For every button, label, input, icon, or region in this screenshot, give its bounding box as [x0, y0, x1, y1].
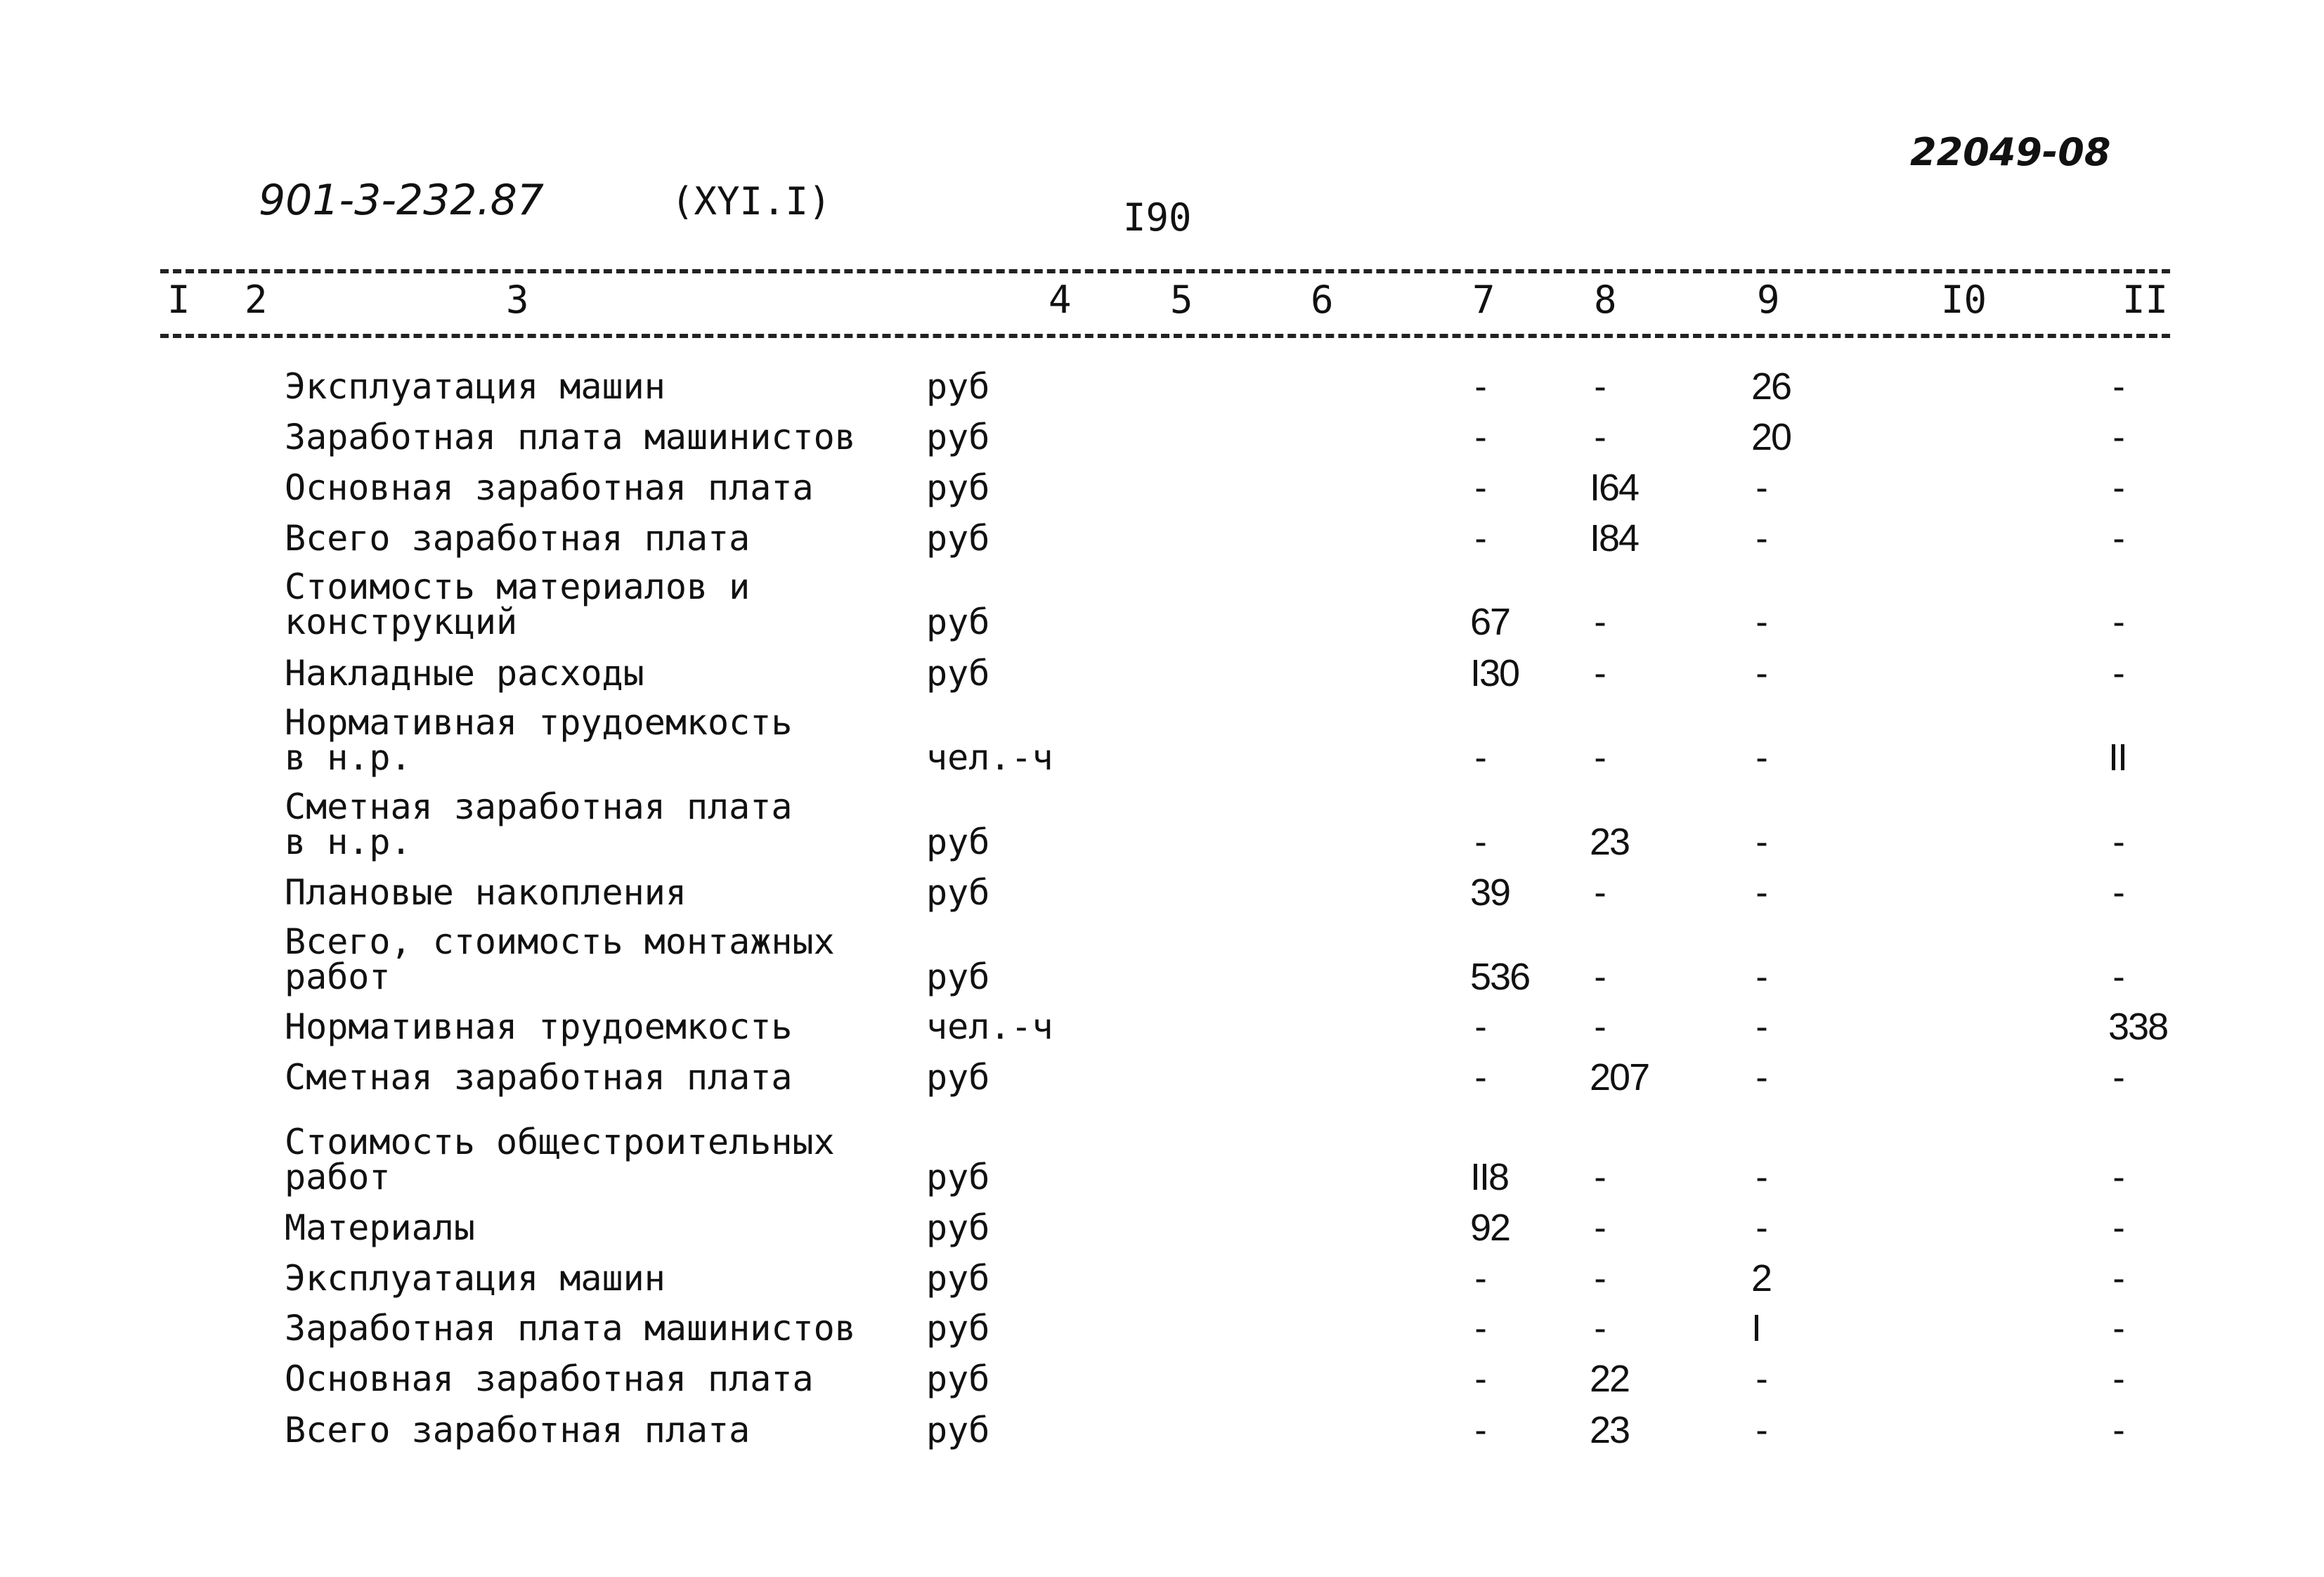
row-description: Эксплуатация машин: [285, 1258, 666, 1299]
column-header: 7: [1472, 278, 1495, 322]
cell-col-7: 67: [1470, 601, 1510, 643]
row-description: Накладные расходы: [285, 653, 644, 694]
cell-col-9: -: [1751, 1057, 1773, 1098]
cell-col-7: II8: [1470, 1156, 1509, 1198]
column-header: I: [167, 278, 190, 322]
cell-col-8: -: [1590, 417, 1611, 457]
row-unit: руб: [926, 1410, 990, 1451]
cell-col-11: -: [2108, 1410, 2130, 1451]
column-header: II: [2122, 278, 2169, 322]
cell-col-9: -: [1751, 467, 1773, 508]
cell-col-7: 536: [1470, 956, 1530, 998]
column-header: I0: [1941, 278, 1987, 322]
cell-col-7: -: [1470, 822, 1492, 862]
cell-col-8: -: [1590, 872, 1611, 913]
cell-col-9: -: [1751, 1006, 1773, 1047]
row-description: Стоимость материалов и: [285, 566, 751, 607]
cell-col-7: I30: [1470, 652, 1519, 694]
cell-col-8: 23: [1590, 1409, 1630, 1451]
column-header: 6: [1311, 278, 1334, 322]
cell-col-11: -: [2108, 518, 2130, 559]
cell-col-9: -: [1751, 872, 1773, 913]
row-description: Стоимость общестроительных: [285, 1122, 835, 1162]
cell-col-8: 23: [1590, 821, 1630, 863]
row-unit: руб: [926, 1157, 990, 1198]
cell-col-8: -: [1590, 737, 1611, 778]
cell-col-8: -: [1590, 1207, 1611, 1248]
row-description: Всего заработная плата: [285, 1410, 751, 1451]
row-unit: чел.-ч: [926, 1006, 1053, 1047]
section-code: (XYI.I): [671, 179, 831, 223]
cell-col-7: -: [1470, 518, 1492, 559]
cell-col-9: -: [1751, 602, 1773, 642]
column-header: 9: [1757, 278, 1780, 322]
cell-col-11: -: [2108, 1308, 2130, 1349]
archive-stamp: 22049-08: [1910, 130, 2111, 174]
cell-col-9: -: [1751, 653, 1773, 694]
row-description: в н.р.: [285, 822, 412, 862]
row-unit: руб: [926, 872, 990, 913]
row-unit: руб: [926, 417, 990, 457]
row-description: работ: [285, 956, 391, 997]
row-description: Всего, стоимость монтажных: [285, 921, 835, 962]
cell-col-7: -: [1470, 1057, 1492, 1098]
cell-col-8: I64: [1590, 467, 1639, 509]
row-unit: руб: [926, 1057, 990, 1098]
cell-col-11: -: [2108, 1157, 2130, 1198]
column-header: 2: [245, 278, 268, 322]
cell-col-8: -: [1590, 956, 1611, 997]
row-description: Заработная плата машинистов: [285, 1308, 856, 1349]
cell-col-11: -: [2108, 872, 2130, 913]
cell-col-11: -: [2108, 1057, 2130, 1098]
row-unit: руб: [926, 1308, 990, 1349]
row-unit: руб: [926, 1358, 990, 1399]
row-unit: руб: [926, 518, 990, 559]
cell-col-7: -: [1470, 737, 1492, 778]
page-number: I90: [1123, 195, 1192, 240]
header-bottom-rule: [160, 334, 2170, 338]
cell-col-7: -: [1470, 1006, 1492, 1047]
document-code: 901-3-232.87: [259, 176, 544, 225]
row-unit: руб: [926, 1258, 990, 1299]
cell-col-11: -: [2108, 956, 2130, 997]
column-header: 8: [1594, 278, 1617, 322]
cell-col-11: -: [2108, 1207, 2130, 1248]
column-header: 5: [1170, 278, 1193, 322]
cell-col-8: -: [1590, 366, 1611, 407]
row-unit: руб: [926, 653, 990, 694]
cell-col-7: -: [1470, 1358, 1492, 1399]
cell-col-9: -: [1751, 737, 1773, 778]
row-description: Сметная заработная плата: [285, 786, 793, 827]
cell-col-9: 2: [1751, 1257, 1772, 1299]
cell-col-7: -: [1470, 1308, 1492, 1349]
cell-col-9: 26: [1751, 365, 1791, 408]
header-top-rule: [160, 269, 2170, 273]
column-header: 4: [1049, 278, 1072, 322]
cell-col-7: -: [1470, 417, 1492, 457]
cell-col-9: I: [1751, 1307, 1761, 1349]
cell-col-11: -: [2108, 602, 2130, 642]
cell-col-8: -: [1590, 1157, 1611, 1198]
row-unit: руб: [926, 602, 990, 642]
cell-col-7: -: [1470, 366, 1492, 407]
row-description: работ: [285, 1157, 391, 1198]
column-header: 3: [506, 278, 529, 322]
row-description: Основная заработная плата: [285, 1358, 814, 1399]
cell-col-11: -: [2108, 653, 2130, 694]
cell-col-11: -: [2108, 417, 2130, 457]
row-description: Плановые накопления: [285, 872, 687, 913]
cell-col-9: -: [1751, 1207, 1773, 1248]
row-description: Эксплуатация машин: [285, 366, 666, 407]
cell-col-11: -: [2108, 1258, 2130, 1299]
row-description: Всего заработная плата: [285, 518, 751, 559]
cell-col-8: -: [1590, 1006, 1611, 1047]
cell-col-11: -: [2108, 1358, 2130, 1399]
cell-col-9: -: [1751, 1358, 1773, 1399]
cell-col-8: I84: [1590, 517, 1639, 559]
cell-col-11: -: [2108, 822, 2130, 862]
cell-col-9: -: [1751, 956, 1773, 997]
cell-col-11: 338: [2108, 1006, 2168, 1048]
row-description: Основная заработная плата: [285, 467, 814, 508]
row-unit: руб: [926, 366, 990, 407]
row-description: Нормативная трудоемкость: [285, 702, 793, 743]
cell-col-11: II: [2108, 736, 2127, 779]
cell-col-7: -: [1470, 1258, 1492, 1299]
row-description: Материалы: [285, 1207, 475, 1248]
cell-col-8: 22: [1590, 1358, 1630, 1400]
cell-col-9: -: [1751, 518, 1773, 559]
cell-col-7: -: [1470, 467, 1492, 508]
row-description: конструкций: [285, 602, 518, 642]
cell-col-9: 20: [1751, 416, 1791, 458]
cell-col-9: -: [1751, 1410, 1773, 1451]
cell-col-8: -: [1590, 1258, 1611, 1299]
cell-col-9: -: [1751, 1157, 1773, 1198]
row-description: Сметная заработная плата: [285, 1057, 793, 1098]
cell-col-11: -: [2108, 467, 2130, 508]
cell-col-8: 207: [1590, 1056, 1649, 1098]
row-description: Нормативная трудоемкость: [285, 1006, 793, 1047]
row-unit: руб: [926, 467, 990, 508]
row-unit: руб: [926, 822, 990, 862]
cell-col-7: 39: [1470, 871, 1510, 914]
row-unit: руб: [926, 1207, 990, 1248]
cell-col-7: -: [1470, 1410, 1492, 1451]
cell-col-8: -: [1590, 653, 1611, 694]
cell-col-11: -: [2108, 366, 2130, 407]
cell-col-7: 92: [1470, 1207, 1510, 1249]
cell-col-9: -: [1751, 822, 1773, 862]
row-description: в н.р.: [285, 737, 412, 778]
row-unit: чел.-ч: [926, 737, 1053, 778]
row-unit: руб: [926, 956, 990, 997]
row-description: Заработная плата машинистов: [285, 417, 856, 457]
cell-col-8: -: [1590, 602, 1611, 642]
cell-col-8: -: [1590, 1308, 1611, 1349]
